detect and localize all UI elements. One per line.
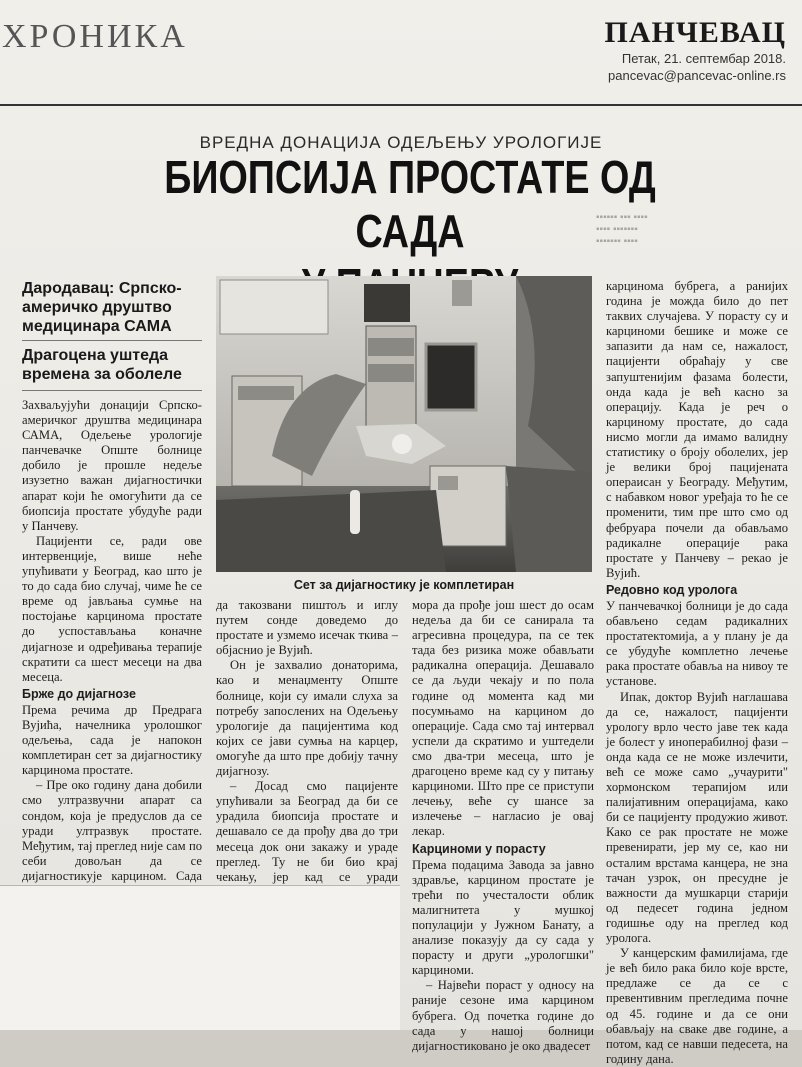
paragraph: Захваљујући донацији Српско-америчког друштва медицинара САМА, Одељење урологије панчевачке Опште болнице добило је прошле недеље изузетно важан дијагностички апарат који ће омогућити да се биопсија простате убудуће ради у Панчеву.	[22, 398, 202, 533]
subheading: Брже до дијагнозе	[22, 686, 136, 701]
paragraph: Према речима др Предрага Вујића, начелника уролошког одељења, сада је напокон комплетиран сет за дијагностику карцинома простате.	[22, 702, 202, 778]
deck-1: Дародавац: Српско-америчко друштво медицинара САМА	[22, 280, 182, 335]
torn-blank-area	[0, 886, 400, 1030]
paragraph: Према подацима Завода за јавно здравље, карцином простате је трећи по учесталости облик малигнитета у мушкој популацији у Јужном Банату, а анализе показују да су сада у порасту и други „урологшки" карциноми.	[412, 857, 594, 978]
subheading: Редовно код уролога	[606, 582, 738, 597]
contact-email[interactable]: pancevac@pancevac-online.rs	[608, 68, 786, 83]
subheading: Карциноми у порасту	[412, 841, 546, 856]
bleedthrough-text: ▪▪▪▪▪▪ ▪▪▪ ▪▪▪▪ ▪▪▪▪ ▪▪▪▪▪▪▪ ▪▪▪▪▪▪▪ ▪▪▪▪	[596, 212, 648, 247]
paragraph: – Највећи пораст у односу на раније сезоне има карцином бубрега. Од почетка године до сада у нашој болници дијагностиковано је око двадесет	[412, 978, 594, 1053]
column-3	[412, 598, 594, 1054]
issue-date: Петак, 21. септембар 2018.	[621, 51, 786, 66]
paragraph: да такозвани пиштољ и иглу путем сонде доведемо до простате и узмемо исечак ткива – објаснио је Вујић.	[216, 598, 398, 658]
deck-divider-2	[22, 390, 202, 391]
header-rule	[0, 104, 802, 106]
column-2	[216, 598, 398, 900]
article-photo	[216, 276, 592, 572]
paragraph: Пацијенти се, ради ове интервенције, више неће упућивати у Београд, као што је то до сада био случај, чиме ће се време од јављања сумње на постојање карцинома простате до успостављања коначне дијагнозе и одређивања терапије скратити са шест месеци на два месеца.	[22, 533, 202, 684]
column-1	[22, 398, 202, 914]
paragraph: У канцерским фамилијама, где је већ било рака било које врсте, предлаже се да се с превентивним прегледима почне од 45. године и да се они обављају на сваке две године, а потом, кад се навши педесета, на годину дана.	[606, 946, 788, 1066]
column-4	[606, 279, 788, 1067]
headline-line-1: БИОПСИЈА ПРОСТАТЕ ОД САДА	[164, 151, 656, 257]
paragraph: мора да прође још шест до осам недеља да би се санирала та агресивна процедура, па се тек тада без ризика може обављати радикална операција. Дешавало се да људи чекају и по пола године од момента кад ми посумњамо на карцином до операције. Сада смо тај интервал успели да скратимо и уштедели смо два-три месеца, што је драгоцено време кад су у питању карциноми. Што пре се приступи лечењу, веће су шансе за излечење – нагласио је овај лекар.	[412, 598, 594, 839]
paragraph: – Пре око годину дана добили смо ултразвучни апарат са сондом, која је предуслов да се уради ултразвук простате. Међутим, тај преглед није сам по себи довољан да се дијагностикује карцином. Сада	[22, 778, 202, 883]
photo-caption: Сет за дијагностику је комплетиран	[293, 578, 515, 592]
deck-divider	[22, 340, 202, 341]
paragraph: Ипак, доктор Вујић наглашава да се, нажалост, пацијенти урологу врло често јаве тек када је болест у иноперабилној фази – онда када се не може излечити, већ се може само „учаурити" хормонском терапијом или палијативним операцијама, како би се пацијенту продужио живот. Како се рак простате не може превенирати, јер му се, као ни осталим врстама канцера, не зна тачан узрок, он пресудне је важности да мушкарци старији од педесет година једном годишње оду на преглед код уролога.	[606, 689, 788, 946]
photo-image	[216, 276, 592, 572]
kicker: ВРЕДНА ДОНАЦИЈА ОДЕЉЕЊУ УРОЛОГИЈЕ	[199, 133, 603, 152]
dateline	[608, 50, 786, 84]
deck-2: Драгоцена уштеда времена за оболеле	[22, 347, 182, 383]
paragraph: – Досад смо пацијенте упућивали за Београд да би се урадила биопсија простате и дешавало се да прођу два до три месеца док они закажу и ураде преглед. Ту не би био крај чекању, јер кад се уради	[216, 779, 398, 884]
masthead: ПАНЧЕВАЦ	[604, 16, 786, 49]
paragraph: Он је захвалио донаторима, као и менаџменту Опште болнице, који су имали слуха за потребу запослених на Одељењу урологије да пацијентима код којих се јави сумња на карцер, омогуће да што пре добију тачну дијагнозу.	[216, 658, 398, 779]
paragraph: карцинома бубрега, а ранијих година је можда било до пет таквих случајева. У порасту су и карциноми бешике и може се запазити да нам се, нажалост, пацијенти обраћају у све запуштенијим фазама болести, онда када је већ касно за операцију. Када је реч о карциному простате, до сада нисмо могли да имамо валидну статистику о броју оболелих, јер је велики број пацијената операисан у Београду. Међутим, с набавком новог уређаја то ће се променити, тим пре што смо од фебруара почели да обављамо радикалне операције рака простате у Панчеву – рекао је Вујић.	[606, 279, 788, 580]
paragraph: У панчевачкој болници је до сада обављено седам радикалних простатектомија, а у плану је да се убудуће комплетно лечење рака простате обавља на нивоу те установе.	[606, 598, 788, 689]
section-title: ХРОНИКА	[2, 18, 188, 55]
